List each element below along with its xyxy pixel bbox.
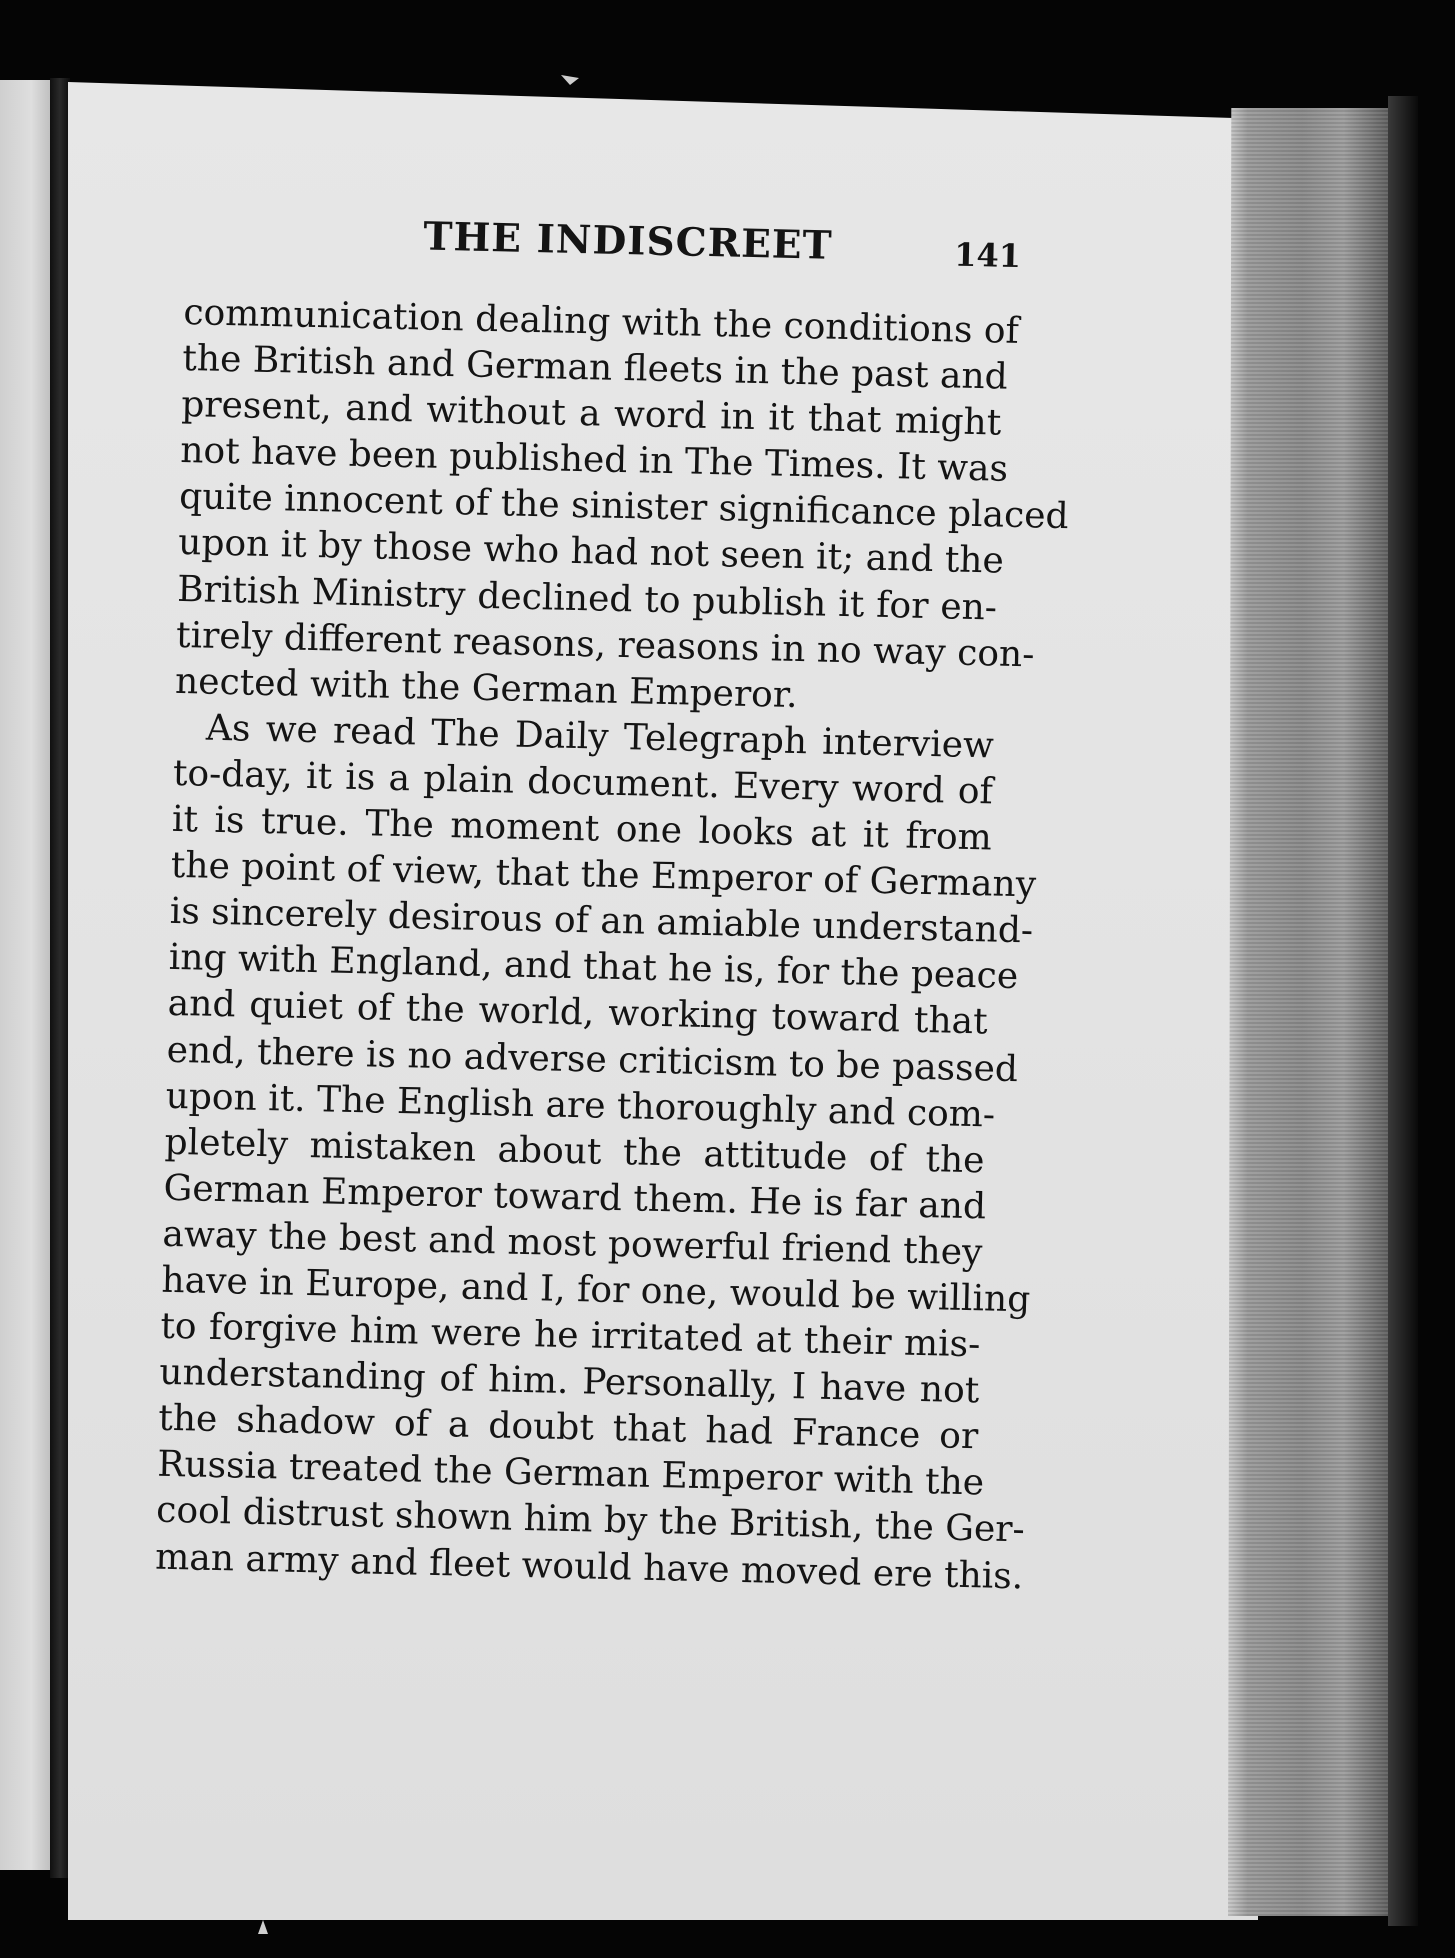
text-line: communication dealing with the conditions of [183, 291, 1020, 352]
text-line: ing with England, and that he is, for the peace [168, 937, 1019, 998]
text-line: it is true. The moment one looks at it from [171, 798, 993, 859]
text-line: the shadow of a doubt that had France or [157, 1397, 979, 1458]
running-title: THE INDISCREET [422, 213, 834, 269]
facing-page-edge [0, 80, 52, 1870]
page-block-edge [1228, 108, 1393, 1916]
text-line: present, and without a word in it that might [180, 384, 1002, 444]
text-line: cool distrust shown him by the British, the Ger- [155, 1490, 1026, 1551]
book-gutter [50, 78, 70, 1878]
text-line: not have been published in The Times. It was [179, 430, 1009, 491]
scan-mark-top [561, 75, 579, 85]
cover-shadow [1388, 96, 1418, 1926]
text-line: the point of view, that the Emperor of Germany [170, 844, 1037, 906]
text-line: is sincerely desirous of an amiable understand- [169, 891, 1034, 952]
body-text [154, 290, 1070, 1599]
text-line: As we read The Daily Telegraph interview [205, 707, 995, 767]
text-line: British Ministry declined to publish it for en- [176, 568, 998, 629]
text-line: nected with the German Emperor. [174, 660, 799, 716]
page-number: 141 [953, 235, 1022, 276]
text-line: tirely different reasons, reasons in no way con- [175, 614, 1035, 676]
text-line: German Emperor toward them. He is far and [163, 1167, 987, 1228]
text-line: have in Europe, and I, for one, would be willing [161, 1259, 1031, 1321]
text-line: Russia treated the German Emperor with the [156, 1444, 985, 1504]
text-line: to forgive him were he irritated at their mis- [160, 1305, 981, 1366]
text-line: end, there is no adverse criticism to be passed [166, 1029, 1019, 1090]
text-line: understanding of him. Personally, I have not [158, 1351, 980, 1412]
text-line: upon it by those who had not seen it; and the [177, 522, 1005, 583]
scan-mark-bottom [258, 1920, 268, 1934]
text-line: away the best and most powerful friend they [162, 1213, 983, 1274]
text-line: to-day, it is a plain document. Every word of [172, 752, 994, 813]
text-line: pletely mistaken about the attitude of the [164, 1121, 985, 1182]
text-line: man army and fleet would have moved ere this. [154, 1536, 1024, 1597]
text-line: upon it. The English are thoroughly and com- [165, 1075, 996, 1136]
text-line: the British and German fleets in the past and [181, 338, 1009, 398]
text-line: and quiet of the world, working toward that [167, 983, 989, 1043]
text-line: quite innocent of the sinister significance placed [178, 476, 1070, 538]
